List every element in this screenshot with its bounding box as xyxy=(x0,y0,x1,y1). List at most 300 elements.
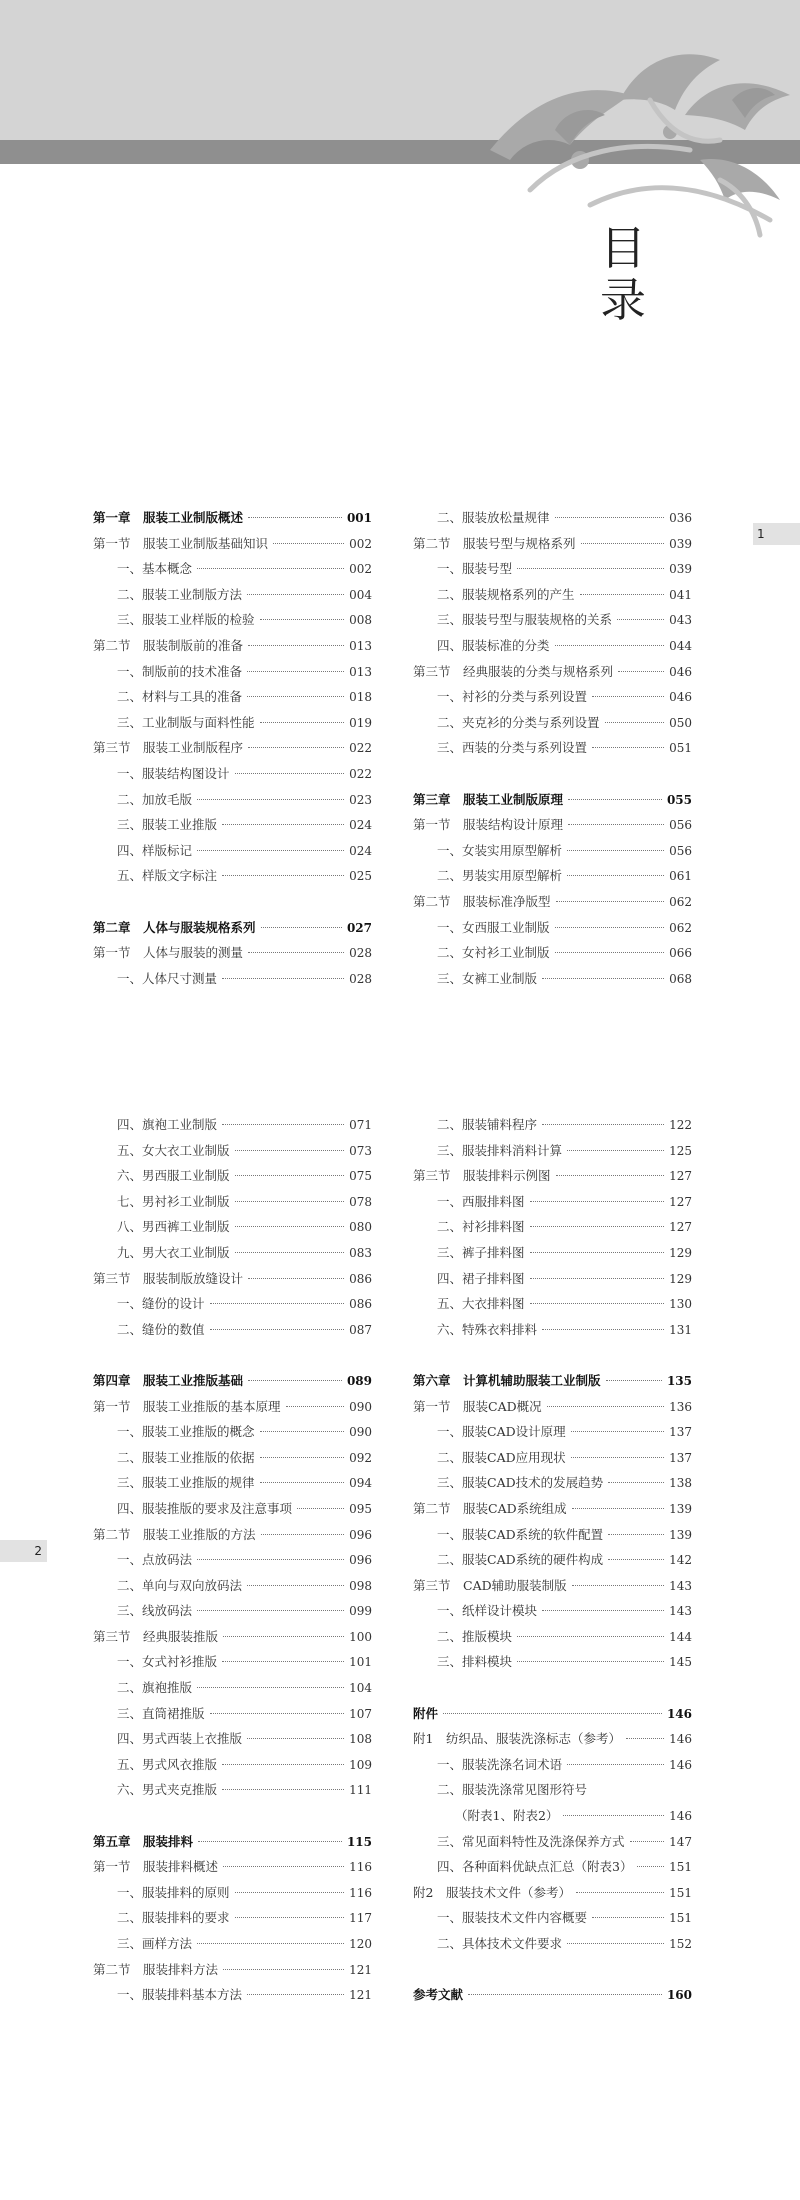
toc-entry-text: 人体与服装规格系列 xyxy=(143,919,256,935)
toc-entry-title: 四、服装推版的要求及注意事项 xyxy=(117,1500,293,1516)
toc-entry-section[interactable] xyxy=(93,1525,372,1551)
toc-entry-text: 服装排料 xyxy=(143,1833,194,1849)
toc-entry-text: 服装CAD系统组成 xyxy=(463,1500,567,1516)
toc-entry-title xyxy=(413,1729,621,1747)
toc-page-number: 131 xyxy=(669,1322,692,1337)
toc-page-number: 127 xyxy=(669,1220,692,1235)
dot-leader xyxy=(247,594,344,595)
toc-entry-title: 二、服装工业制版方法 xyxy=(117,586,243,602)
toc-entry-title: 一、服装洗涤名词术语 xyxy=(437,1756,563,1772)
toc-page-number: 086 xyxy=(349,1271,372,1286)
toc-page-number: 001 xyxy=(346,511,372,525)
toc-entry-sub[interactable] xyxy=(413,1217,692,1243)
dot-leader xyxy=(260,619,345,620)
toc-entry-sub[interactable] xyxy=(93,1601,372,1627)
toc-entry-sub[interactable] xyxy=(413,738,692,764)
toc-entry-title: 一、纸样设计模块 xyxy=(437,1603,538,1619)
toc-entry-section[interactable] xyxy=(413,1729,692,1755)
toc-page-number: 146 xyxy=(669,1757,692,1772)
dot-leader xyxy=(286,1406,345,1407)
toc-entry-title: 一、西服排料图 xyxy=(437,1193,525,1209)
toc-page-number: 087 xyxy=(349,1322,372,1337)
toc-entry-chapter[interactable] xyxy=(413,1704,692,1730)
toc-spacer xyxy=(413,764,692,790)
dot-leader xyxy=(556,901,665,902)
toc-entry-title: 二、服装规格系列的产生 xyxy=(437,586,575,602)
dot-leader xyxy=(248,1278,344,1279)
toc-page-number: 092 xyxy=(349,1450,372,1465)
toc-entry-sub[interactable] xyxy=(93,1908,372,1934)
toc-entry-title: 一、女式衬衫推版 xyxy=(117,1654,218,1670)
toc-entry-sub[interactable] xyxy=(93,764,372,790)
toc-entry-sub[interactable] xyxy=(93,1243,372,1269)
dot-leader xyxy=(197,799,344,800)
toc-entry-title: 六、男西服工业制版 xyxy=(117,1168,230,1184)
toc-entry-title: 二、服装CAD应用现状 xyxy=(437,1449,566,1465)
dot-leader xyxy=(572,1508,664,1509)
toc-entry-sub[interactable] xyxy=(93,1294,372,1320)
toc-page-number: 041 xyxy=(669,587,692,602)
toc-entry-sub[interactable] xyxy=(93,610,372,636)
dot-leader xyxy=(235,1892,345,1893)
toc-entry-sub[interactable] xyxy=(93,1755,372,1781)
toc-entry-title: 一、基本概念 xyxy=(117,561,193,577)
toc-entry-sub[interactable] xyxy=(93,1166,372,1192)
toc-page-number: 096 xyxy=(349,1553,372,1568)
dot-leader xyxy=(248,517,342,518)
toc-entry-text: 服装工业制版基础知识 xyxy=(143,535,269,551)
dot-leader xyxy=(592,696,664,697)
toc-page-number: 160 xyxy=(666,1988,692,2003)
toc-entry-section[interactable] xyxy=(93,1627,372,1653)
toc-page-number: 151 xyxy=(669,1885,692,1900)
toc-entry-sub[interactable] xyxy=(413,559,692,585)
toc-entry-text: 服装工业制版程序 xyxy=(143,740,244,756)
toc-entry-title: 七、男衬衫工业制版 xyxy=(117,1193,230,1209)
toc-entry-sub[interactable] xyxy=(93,1883,372,1909)
toc-entry-sub[interactable] xyxy=(413,1422,692,1448)
toc-entry-title: 一、服装排料的原则 xyxy=(117,1884,230,1900)
toc-entry-text: 计算机辅助服装工业制版 xyxy=(463,1372,601,1388)
toc-entry-title: 三、服装排料消料计算 xyxy=(437,1142,563,1158)
toc-entry-sub[interactable] xyxy=(93,1652,372,1678)
toc-entry-chapter[interactable] xyxy=(93,508,372,534)
toc-entry-section[interactable] xyxy=(93,1960,372,1986)
toc-entry-sub[interactable] xyxy=(413,1627,692,1653)
dot-leader xyxy=(567,1943,664,1944)
toc-entry-text: 服装工业制版概述 xyxy=(143,510,244,525)
toc-entry-sub[interactable] xyxy=(93,713,372,739)
toc-entry-title: 二、服装洗涤常见图形符号 xyxy=(437,1782,588,1798)
toc-entry-title xyxy=(413,534,576,552)
toc-entry-text: 纺织品、服装洗涤标志（参考） xyxy=(445,1731,621,1747)
toc-entry-title xyxy=(413,1576,567,1594)
toc-entry-sub[interactable] xyxy=(413,610,692,636)
dot-leader xyxy=(197,850,344,851)
toc-page-number: 146 xyxy=(669,1809,692,1824)
toc-entry-sub[interactable] xyxy=(413,969,692,995)
dot-leader xyxy=(530,1201,665,1202)
toc-entry-sub[interactable] xyxy=(93,687,372,713)
toc-entry-sub[interactable] xyxy=(413,943,692,969)
toc-entry-sub[interactable] xyxy=(93,1217,372,1243)
toc-entry-title xyxy=(93,943,243,961)
dot-leader xyxy=(592,747,664,748)
toc-spacer xyxy=(93,892,372,918)
toc-entry-title xyxy=(413,790,563,808)
toc-page-number: 115 xyxy=(346,1834,372,1849)
dot-leader xyxy=(247,696,344,697)
toc-entry-chapter[interactable] xyxy=(93,918,372,944)
toc-entry-label: 第二章 xyxy=(93,919,131,935)
dot-leader xyxy=(630,1841,665,1842)
dot-leader xyxy=(542,978,664,979)
dot-leader xyxy=(468,1994,662,1995)
toc-entry-label: 第二节 xyxy=(93,637,131,653)
toc-page-number: 151 xyxy=(669,1911,692,1926)
toc-page-number: 096 xyxy=(349,1527,372,1542)
dot-leader xyxy=(235,1150,345,1151)
toc-entry-sub[interactable] xyxy=(413,1320,692,1346)
toc-entry-sub[interactable] xyxy=(413,841,692,867)
dot-leader xyxy=(572,1585,664,1586)
toc-entry-sub[interactable] xyxy=(413,1115,692,1141)
toc-entry-sub[interactable] xyxy=(413,1601,692,1627)
dot-leader xyxy=(235,1201,345,1202)
toc-column-left xyxy=(93,1115,372,2011)
toc-page-number: 044 xyxy=(669,638,692,653)
toc-entry-chapter[interactable] xyxy=(93,1832,372,1858)
toc-entry-title: 三、直筒裙推版 xyxy=(117,1705,205,1721)
toc-entry-sub[interactable] xyxy=(413,1473,692,1499)
toc-entry-title: 一、点放码法 xyxy=(117,1552,193,1568)
toc-entry-plain[interactable] xyxy=(413,1806,692,1832)
toc-entry-sub[interactable] xyxy=(93,1576,372,1602)
toc-page-number: 137 xyxy=(669,1425,692,1440)
dot-leader xyxy=(581,543,665,544)
toc-page-number: 051 xyxy=(669,741,692,756)
toc-page-number: 129 xyxy=(669,1271,692,1286)
toc-entry-section[interactable] xyxy=(413,1397,692,1423)
toc-entry-title: 二、加放毛版 xyxy=(117,791,193,807)
toc-page-number: 098 xyxy=(349,1578,372,1593)
toc-entry-section[interactable] xyxy=(413,662,692,688)
toc-entry-sub[interactable] xyxy=(413,508,692,534)
toc-page-number: 002 xyxy=(349,536,372,551)
toc-entry-sub[interactable] xyxy=(93,1141,372,1167)
toc-entry-sub[interactable] xyxy=(93,1729,372,1755)
toc-entry-chapter[interactable] xyxy=(413,1371,692,1397)
toc-entry-title: 三、工业制版与面料性能 xyxy=(117,714,255,730)
toc-entry-section[interactable] xyxy=(413,1166,692,1192)
dot-leader xyxy=(210,1303,345,1304)
toc-entry-section[interactable] xyxy=(93,1857,372,1883)
toc-entry-sub[interactable] xyxy=(413,713,692,739)
toc-page-number: 062 xyxy=(669,894,692,909)
toc-entry-title: （附表1、附表2） xyxy=(455,1808,559,1824)
toc-entry-title: 二、服装排料的要求 xyxy=(117,1910,230,1926)
dot-leader xyxy=(260,722,345,723)
dot-leader xyxy=(222,1764,344,1765)
toc-entry-sub[interactable] xyxy=(93,1320,372,1346)
toc-page-number: 043 xyxy=(669,613,692,628)
toc-entry-section[interactable] xyxy=(413,1883,692,1909)
toc-page-number: 022 xyxy=(349,766,372,781)
toc-entry-sub[interactable] xyxy=(93,815,372,841)
toc-page-number: 116 xyxy=(349,1860,372,1875)
toc-page-number: 019 xyxy=(349,715,372,730)
toc-page-number: 117 xyxy=(349,1911,372,1926)
toc-page-number: 075 xyxy=(349,1169,372,1184)
toc-entry-sub[interactable] xyxy=(93,662,372,688)
toc-entry-title xyxy=(93,1857,218,1875)
toc-entry-sub[interactable] xyxy=(413,585,692,611)
toc-entry-text: 服装制版前的准备 xyxy=(143,637,244,653)
toc-entry-label: 第一节 xyxy=(93,535,131,551)
dot-leader xyxy=(571,1431,664,1432)
toc-entry-sub[interactable] xyxy=(413,1550,692,1576)
toc-page-number: 062 xyxy=(669,920,692,935)
toc-page-number: 023 xyxy=(349,792,372,807)
toc-entry-section[interactable] xyxy=(93,1269,372,1295)
toc-entry-text: 服装工业推版的基本原理 xyxy=(143,1398,281,1414)
toc-entry-chapter[interactable] xyxy=(413,1985,692,2011)
toc-entry-label: 第六章 xyxy=(413,1372,451,1388)
toc-entry-sub[interactable] xyxy=(93,1550,372,1576)
toc-entry-sub[interactable] xyxy=(93,585,372,611)
toc-page-number: 055 xyxy=(666,792,692,807)
toc-entry-title xyxy=(93,1627,218,1645)
toc-entry-sub[interactable] xyxy=(413,918,692,944)
toc-entry-sub[interactable] xyxy=(413,1243,692,1269)
toc-entry-sub[interactable] xyxy=(93,1115,372,1141)
dot-leader xyxy=(235,1175,345,1176)
toc-entry-title: 一、服装CAD系统的软件配置 xyxy=(437,1526,604,1542)
toc-entry-label: 第一节 xyxy=(413,817,451,833)
toc-entry-title: 五、大衣排料图 xyxy=(437,1296,525,1312)
dot-leader xyxy=(530,1226,665,1227)
toc-entry-text: 服装号型与规格系列 xyxy=(463,535,576,551)
toc-entry-sub[interactable] xyxy=(413,1934,692,1960)
dot-leader xyxy=(297,1508,344,1509)
toc-entry-title xyxy=(413,1883,571,1901)
dot-leader xyxy=(576,1892,664,1893)
toc-entry-sub[interactable] xyxy=(93,866,372,892)
dot-leader xyxy=(247,671,344,672)
toc-entry-title: 一、女西服工业制版 xyxy=(437,919,550,935)
toc-entry-label: 第一节 xyxy=(93,1398,131,1414)
toc-entry-sub[interactable] xyxy=(93,1473,372,1499)
toc-entry-section[interactable] xyxy=(93,636,372,662)
dot-leader xyxy=(563,1815,664,1816)
toc-page-number: 089 xyxy=(346,1373,372,1388)
toc-page-number: 025 xyxy=(349,869,372,884)
toc-page-number: 036 xyxy=(669,511,692,525)
toc-entry-title: 四、旗袍工业制版 xyxy=(117,1117,218,1132)
dot-leader xyxy=(618,671,664,672)
toc-entry-title: 四、服装标准的分类 xyxy=(437,637,550,653)
toc-page-number: 142 xyxy=(669,1553,692,1568)
toc-entry-title: 二、衬衫排料图 xyxy=(437,1219,525,1235)
toc-entry-section[interactable] xyxy=(413,1576,692,1602)
dot-leader xyxy=(248,952,344,953)
toc-entry-sub[interactable] xyxy=(93,1422,372,1448)
toc-entry-sub[interactable] xyxy=(413,636,692,662)
toc-column-right xyxy=(413,508,692,994)
toc-entry-title: 五、样版文字标注 xyxy=(117,868,218,884)
toc-entry-title: 三、排料模块 xyxy=(437,1654,513,1670)
toc-entry-label: 附2 xyxy=(413,1884,434,1900)
toc-entry-sub[interactable] xyxy=(93,841,372,867)
toc-entry-title: 三、线放码法 xyxy=(117,1603,193,1619)
toc-entry-label: 第三节 xyxy=(93,1270,131,1286)
dot-leader xyxy=(542,1124,664,1125)
toc-entry-title xyxy=(93,534,268,552)
toc-entry-title: 二、具体技术文件要求 xyxy=(437,1936,563,1951)
dot-leader xyxy=(248,1380,342,1381)
dot-leader xyxy=(222,875,344,876)
toc-entry-title xyxy=(413,1985,463,2003)
toc-entry-title: 三、服装工业推版 xyxy=(117,817,218,833)
toc-entry-sub[interactable] xyxy=(93,1192,372,1218)
toc-entry-title: 二、旗袍推版 xyxy=(117,1680,193,1696)
toc-entry-sub[interactable] xyxy=(93,790,372,816)
toc-entry-title: 一、服装结构图设计 xyxy=(117,765,230,781)
dot-leader xyxy=(567,1150,664,1151)
dot-leader xyxy=(443,1713,662,1714)
toc-entry-sub[interactable] xyxy=(93,969,372,995)
toc-page-number: 083 xyxy=(349,1245,372,1260)
toc-entry-label: 第一章 xyxy=(93,510,131,525)
toc-entry-sub[interactable] xyxy=(93,1934,372,1960)
dot-leader xyxy=(567,850,664,851)
toc-entry-sub[interactable] xyxy=(93,1704,372,1730)
dot-leader xyxy=(517,1661,664,1662)
toc-entry-sub[interactable] xyxy=(413,1780,692,1806)
toc-entry-title xyxy=(93,508,243,526)
dot-leader xyxy=(197,1943,344,1944)
toc-entry-sub[interactable] xyxy=(413,1448,692,1474)
toc-entry-section[interactable] xyxy=(413,1499,692,1525)
toc-entry-title: 三、服装CAD技术的发展趋势 xyxy=(437,1475,604,1491)
toc-entry-chapter[interactable] xyxy=(93,1371,372,1397)
toc-entry-sub[interactable] xyxy=(413,1652,692,1678)
toc-entry-section[interactable] xyxy=(93,1397,372,1423)
toc-page-number: 137 xyxy=(669,1450,692,1465)
toc-entry-section[interactable] xyxy=(93,534,372,560)
toc-entry-title xyxy=(93,1525,256,1543)
dot-leader xyxy=(222,1124,344,1125)
toc-entry-title xyxy=(93,1397,281,1415)
toc-entry-sub[interactable] xyxy=(93,1448,372,1474)
toc-entry-sub[interactable] xyxy=(413,1269,692,1295)
toc-entry-title xyxy=(413,662,613,680)
toc-entry-section[interactable] xyxy=(93,943,372,969)
toc-entry-sub[interactable] xyxy=(413,1857,692,1883)
dot-leader xyxy=(608,1482,664,1483)
toc-entry-sub[interactable] xyxy=(93,1985,372,2011)
toc-page-number: 147 xyxy=(669,1834,692,1849)
toc-entry-sub[interactable] xyxy=(413,1141,692,1167)
toc-entry-section[interactable] xyxy=(93,738,372,764)
toc-entry-title xyxy=(93,636,243,654)
toc-entry-section[interactable] xyxy=(413,815,692,841)
toc-entry-text: 人体与服装的测量 xyxy=(143,945,244,961)
toc-entry-title: 四、男式西装上衣推版 xyxy=(117,1731,243,1747)
toc-page-number: 135 xyxy=(666,1373,692,1388)
dot-leader xyxy=(517,1636,664,1637)
dot-leader xyxy=(555,927,665,928)
dot-leader xyxy=(555,645,665,646)
toc-entry-title: 一、服装技术文件内容概要 xyxy=(437,1910,588,1926)
dot-leader xyxy=(235,1252,345,1253)
dot-leader xyxy=(568,824,664,825)
toc-entry-section[interactable] xyxy=(413,534,692,560)
toc-entry-title: 一、女装实用原型解析 xyxy=(437,842,563,858)
toc-entry-title: 二、服装铺料程序 xyxy=(437,1117,538,1132)
dot-leader xyxy=(571,1457,664,1458)
toc-entry-sub[interactable] xyxy=(93,1780,372,1806)
toc-entry-title: 四、裙子排料图 xyxy=(437,1270,525,1286)
toc-entry-label: 附1 xyxy=(413,1731,434,1747)
dot-leader xyxy=(247,1994,344,1995)
toc-entry-title: 二、服装工业推版的依据 xyxy=(117,1449,255,1465)
toc-page-number: 144 xyxy=(669,1629,692,1644)
toc-page-number: 046 xyxy=(669,690,692,705)
dot-leader xyxy=(606,1380,662,1381)
dot-leader xyxy=(261,927,342,928)
dot-leader xyxy=(247,1585,344,1586)
toc-entry-chapter[interactable] xyxy=(413,790,692,816)
toc-entry-title xyxy=(413,1166,551,1184)
toc-page-number: 024 xyxy=(349,843,372,858)
toc-entry-sub[interactable] xyxy=(413,1294,692,1320)
toc-page-number: 109 xyxy=(349,1757,372,1772)
toc-page-number: 090 xyxy=(349,1399,372,1414)
toc-page-number: 139 xyxy=(669,1527,692,1542)
toc-entry-title: 三、画样方法 xyxy=(117,1936,193,1951)
toc-entry-text: 经典服装的分类与规格系列 xyxy=(463,663,614,679)
toc-entry-sub[interactable] xyxy=(413,1755,692,1781)
toc-entry-sub[interactable] xyxy=(413,1525,692,1551)
dot-leader xyxy=(235,773,345,774)
dot-leader xyxy=(542,1329,664,1330)
dot-leader xyxy=(197,1610,344,1611)
toc-entry-sub[interactable] xyxy=(413,866,692,892)
toc-entry-title: 二、服装放松量规律 xyxy=(437,510,550,525)
toc-entry-sub[interactable] xyxy=(93,1499,372,1525)
toc-page-number: 101 xyxy=(349,1655,372,1670)
toc-entry-sub[interactable] xyxy=(413,1908,692,1934)
toc-spacer xyxy=(413,1678,692,1704)
dot-leader xyxy=(222,978,344,979)
toc-page-number: 018 xyxy=(349,690,372,705)
toc-entry-title xyxy=(93,918,256,936)
toc-page-number: 125 xyxy=(669,1143,692,1158)
dot-leader xyxy=(260,1431,345,1432)
toc-entry-sub[interactable] xyxy=(413,687,692,713)
toc-entry-title: 二、服装CAD系统的硬件构成 xyxy=(437,1552,604,1568)
toc-entry-section[interactable] xyxy=(413,892,692,918)
toc-entry-sub[interactable] xyxy=(413,1832,692,1858)
toc-spacer xyxy=(93,1345,372,1371)
toc-page-number: 024 xyxy=(349,818,372,833)
toc-entry-label: 附件 xyxy=(413,1705,439,1721)
toc-entry-sub[interactable] xyxy=(93,559,372,585)
toc-entry-sub[interactable] xyxy=(413,1192,692,1218)
toc-entry-sub[interactable] xyxy=(93,1678,372,1704)
dot-leader xyxy=(223,1636,344,1637)
